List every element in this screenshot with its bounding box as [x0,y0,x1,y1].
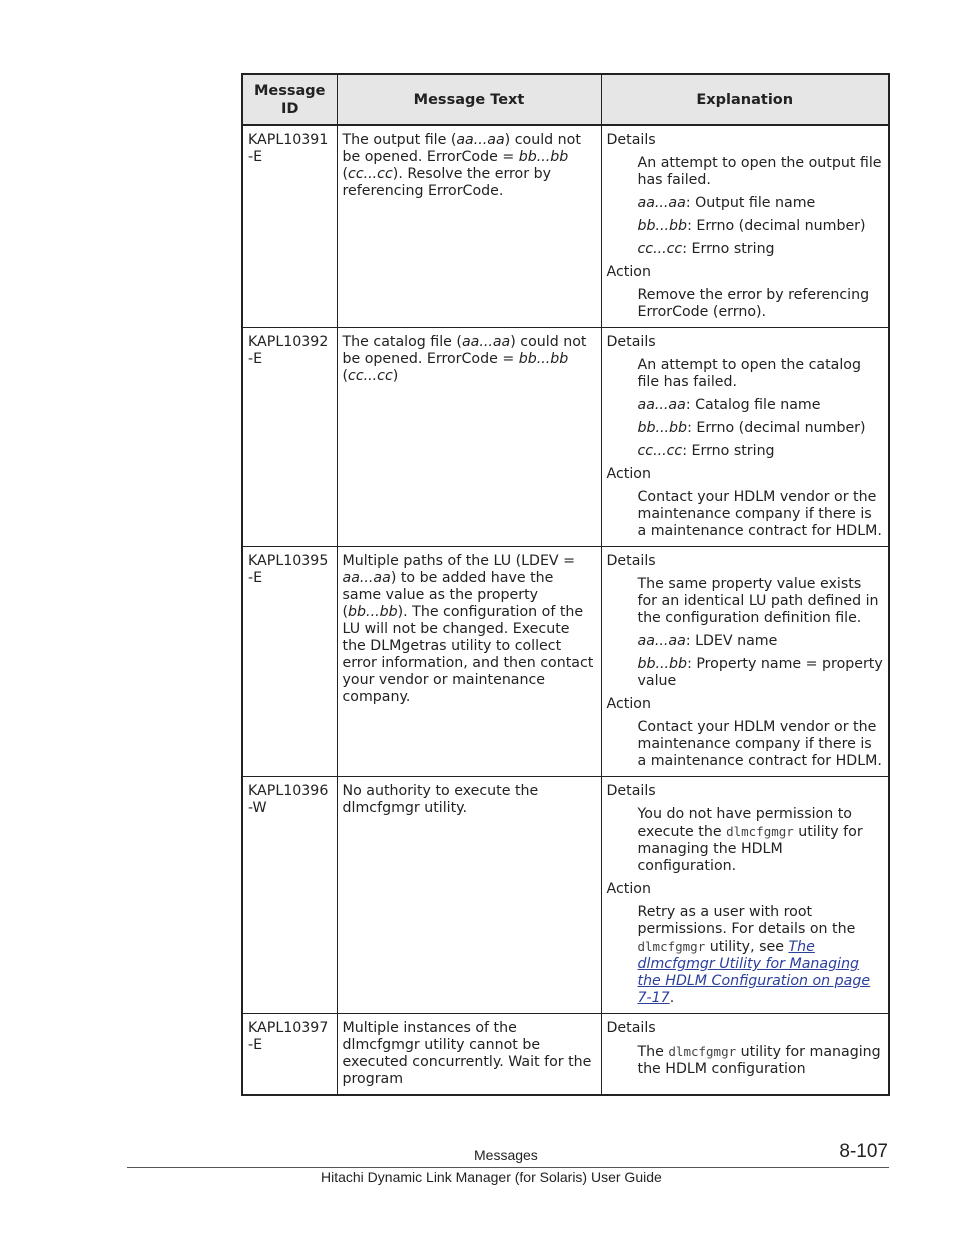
explanation-cell [601,328,889,547]
table-row [242,328,889,547]
message-text-cell: No authority to execute the dlmcfgmgr utility. [337,777,601,1014]
explanation-cell [601,1014,889,1096]
explanation-cell [601,125,889,328]
message-text-cell: Multiple paths of the LU (LDEV = aa...aa) to be added have the same value as the property (bb...bb). The configuration of the LU will not be changed. Execute the DLMgetras utility to collect error information, and then contact your vendor or maintenance company. [337,547,601,777]
footer-book-title: Hitachi Dynamic Link Manager (for Solaris) User Guide [321,1169,662,1185]
message-text-cell: The output file (aa...aa) could not be opened. ErrorCode = bb...bb (cc...cc). Resolve the error by referencing ErrorCode. [337,125,601,328]
message-id-cell: KAPL10392 -E [242,328,337,547]
page-number: 8-107 [839,1141,888,1162]
message-text-cell: Multiple instances of the dlmcfgmgr utility cannot be executed concurrently. Wait for the program [337,1014,601,1096]
message-table [241,73,890,1096]
details-variable: aa...aa: Output file name [637,195,816,211]
details-variable: aa...aa: Catalog file name [637,397,821,413]
message-id-cell: KAPL10396 -W [242,777,337,1014]
details-variable: cc...cc: Errno string [637,443,775,459]
action-text: Remove the error by referencing ErrorCode (errno). [637,287,870,320]
details-variable: bb...bb: Errno (decimal number) [637,218,866,234]
explanation-cell [601,547,889,777]
table-header-row [242,74,889,125]
code-dlmcfgmgr: dlmcfgmgr [637,939,706,954]
code-dlmcfgmgr: dlmcfgmgr [726,824,794,839]
details-text: You do not have permission to execute the dlmcfgmgr utility for managing the HDLM configuration. [637,806,863,874]
table-row [242,547,889,777]
details-text: The same property value exists for an identical LU path defined in the configuration definition file. [637,576,879,626]
action-label: Action [606,881,651,897]
details-variable: bb...bb: Property name = property value [637,656,883,689]
header-message-id: Message ID [242,74,337,125]
code-dlmcfgmgr: dlmcfgmgr [668,1044,737,1059]
details-label: Details [606,553,656,569]
message-text-cell: The catalog file (aa...aa) could not be opened. ErrorCode = bb...bb (cc...cc) [337,328,601,547]
table-row [242,777,889,1014]
details-text: The dlmcfgmgr utility for managing the HDLM configuration [637,1044,881,1077]
action-text: Contact your HDLM vendor or the maintenance company if there is a maintenance contract for HDLM. [637,489,882,539]
action-label: Action [606,696,651,712]
table-row [242,125,889,328]
message-id-cell: KAPL10397 -E [242,1014,337,1096]
action-text: Retry as a user with root permissions. For details on the dlmcfgmgr utility, see The dlmcfgmgr Utility for Managing the HDLM Configuration on page 7-17. [637,904,871,1006]
footer-divider [127,1167,889,1168]
header-message-text: Message Text [337,74,601,125]
details-text: An attempt to open the output file has failed. [637,155,882,188]
details-label: Details [606,132,656,148]
cross-reference-link[interactable]: The dlmcfgmgr Utility for Managing the HDLM Configuration on page 7-17 [637,939,871,1006]
action-label: Action [606,466,651,482]
details-label: Details [606,783,656,799]
table-row [242,1014,889,1096]
header-explanation: Explanation [601,74,889,125]
details-variable: aa...aa: LDEV name [637,633,778,649]
message-id-cell: KAPL10395 -E [242,547,337,777]
footer-section-title: Messages [474,1147,538,1163]
action-text: Contact your HDLM vendor or the maintenance company if there is a maintenance contract for HDLM. [637,719,882,769]
details-text: An attempt to open the catalog file has failed. [637,357,861,390]
explanation-cell [601,777,889,1014]
message-id-cell: KAPL10391 -E [242,125,337,328]
details-variable: cc...cc: Errno string [637,241,775,257]
details-label: Details [606,1020,656,1036]
details-label: Details [606,334,656,350]
action-label: Action [606,264,651,280]
details-variable: bb...bb: Errno (decimal number) [637,420,866,436]
